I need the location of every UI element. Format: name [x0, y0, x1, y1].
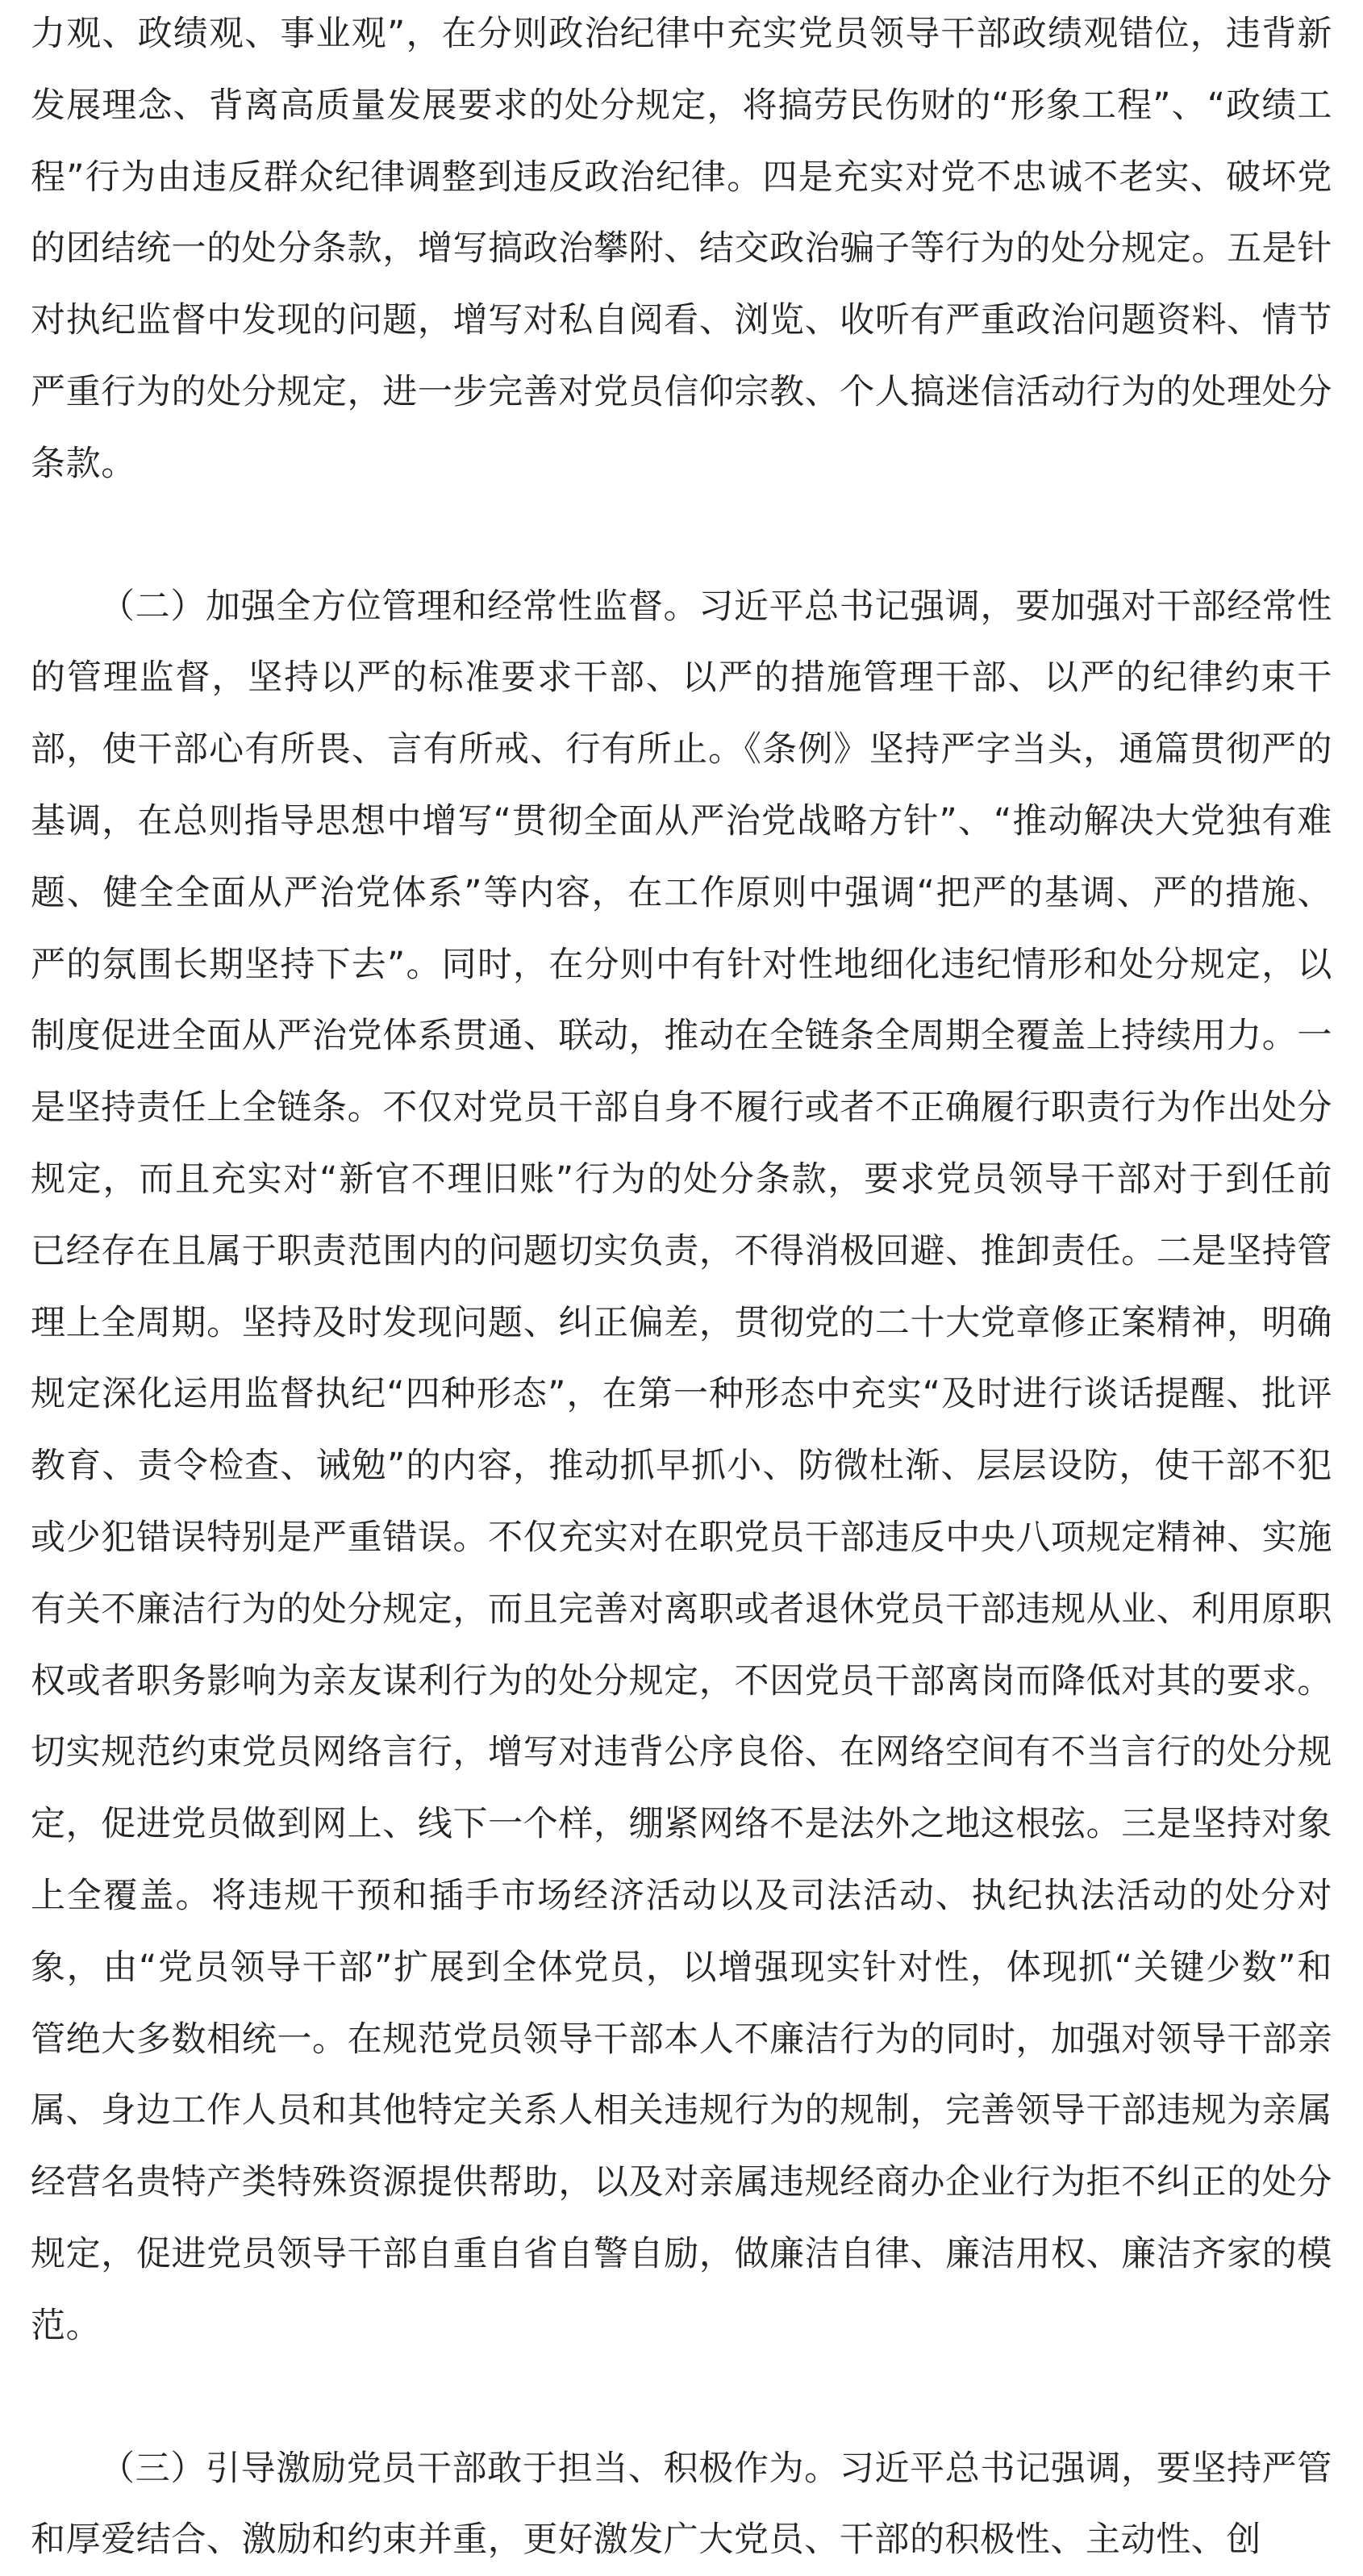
- paragraph-section-two: （二）加强全方位管理和经常性监督。习近平总书记强调，要加强对干部经常性的管理监督，坚持以严的标准要求干部、以严的措施管理干部、以严的纪律约束干部，使干部心有所畏、言有所戒、行有所止。《条例》坚持严字当头，通篇贯彻严的基调，在总则指导思想中增写“贯彻全面从严治党战略方针”、“推动解决大党独有难题、健全全面从严治党体系”等内容，在工作原则中强调“把严的基调、严的措施、严的氛围长期坚持下去”。同时，在分则中有针对性地细化违纪情形和处分规定，以制度促进全面从严治党体系贯通、联动，推动在全链条全周期全覆盖上持续用力。一是坚持责任上全链条。不仅对党员干部自身不履行或者不正确履行职责行为作出处分规定，而且充实对“新官不理旧账”行为的处分条款，要求党员领导干部对于到任前已经存在且属于职责范围内的问题切实负责，不得消极回避、推卸责任。二是坚持管理上全周期。坚持及时发现问题、纠正偏差，贯彻党的二十大党章修正案精神，明确规定深化运用监督执纪“四种形态”，在第一种形态中充实“及时进行谈话提醒、批评教育、责令检查、诫勉”的内容，推动抓早抓小、防微杜渐、层层设防，使干部不犯或少犯错误特别是严重错误。不仅充实对在职党员干部违反中央八项规定精神、实施有关不廉洁行为的处分规定，而且完善对离职或者退休党员干部违规从业、利用原职权或者职务影响为亲友谋利行为的处分规定，不因党员干部离岗而降低对其的要求。切实规范约束党员网络言行，增写对违背公序良俗、在网络空间有不当言行的处分规定，促进党员做到网上、线下一个样，绷紧网络不是法外之地这根弦。三是坚持对象上全覆盖。将违规干预和插手市场经济活动以及司法活动、执纪执法活动的处分对象，由“党员领导干部”扩展到全体党员，以增强现实针对性，体现抓“关键少数”和管绝大多数相统一。在规范党员领导干部本人不廉洁行为的同时，加强对领导干部亲属、身边工作人员和其他特定关系人相关违规行为的规制，完善领导干部违规为亲属经营名贵特产类特殊资源提供帮助，以及对亲属违规经商办企业行为拒不纠正的处分规定，促进党员领导干部自重自省自警自励，做廉洁自律、廉洁用权、廉洁齐家的模范。: [31, 571, 1332, 2362]
- paragraph-section-three: （三）引导激励党员干部敢于担当、积极作为。习近平总书记强调，要坚持严管和厚爱结合、激励和约束并重，更好激发广大党员、干部的积极性、主动性、创: [31, 2433, 1332, 2576]
- paragraph-continuation: 力观、政绩观、事业观”，在分则政治纪律中充实党员领导干部政绩观错位，违背新发展理念、背离高质量发展要求的处分规定，将搞劳民伤财的“形象工程”、“政绩工程”行为由违反群众纪律调整到违反政治纪律。四是充实对党不忠诚不老实、破坏党的团结统一的处分条款，增写搞政治攀附、结交政治骗子等行为的处分规定。五是针对执纪监督中发现的问题，增写对私自阅看、浏览、收听有严重政治问题资料、情节严重行为的处分规定，进一步完善对党员信仰宗教、个人搞迷信活动行为的处理处分条款。: [31, 0, 1332, 500]
- document-body: [31, 0, 1332, 2576]
